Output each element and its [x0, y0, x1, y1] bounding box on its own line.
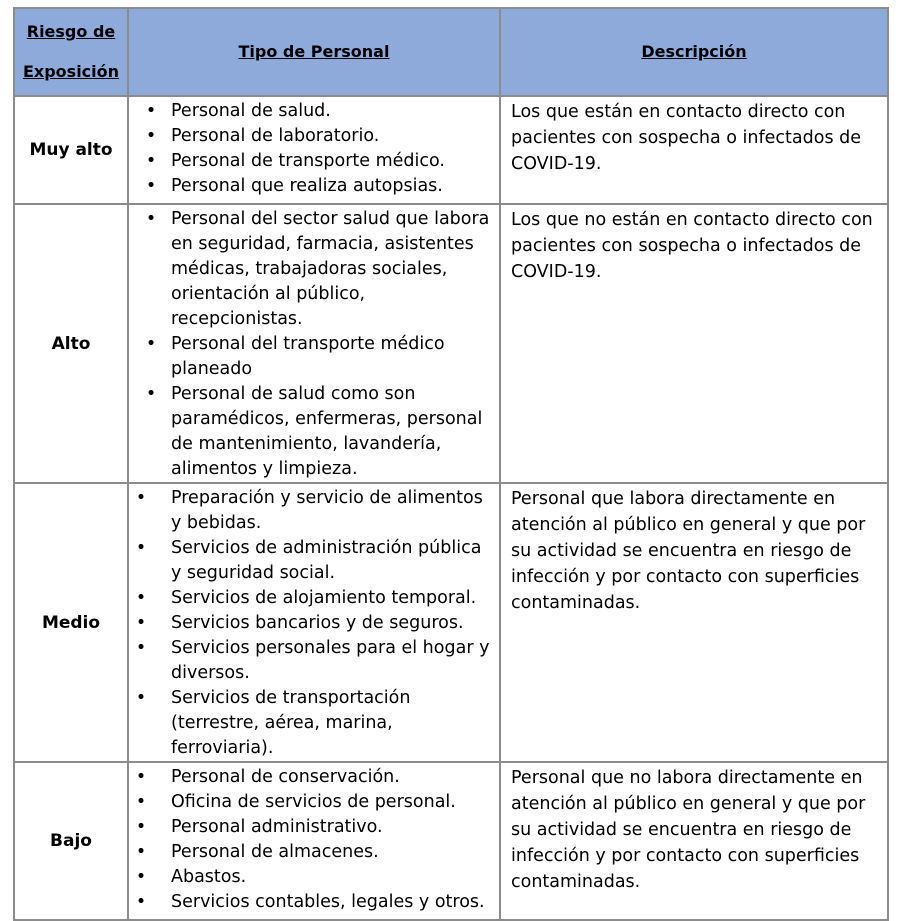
list-item-text: Personal de transporte médico. — [171, 151, 445, 171]
list-item-text: Personal de conservación. — [171, 767, 400, 787]
risk-level-cell: Alto — [14, 204, 128, 483]
bullet-icon: • — [135, 792, 147, 812]
table-row — [14, 96, 888, 204]
list-item — [129, 611, 493, 636]
list-item — [129, 124, 493, 149]
bullet-icon: • — [135, 613, 147, 633]
header-risk-level — [14, 8, 128, 96]
bullet-icon: • — [135, 767, 147, 787]
list-item-text: Preparación y servicio de alimentos y bebidas. — [171, 488, 483, 533]
personnel-list — [129, 207, 493, 482]
list-item — [129, 636, 493, 686]
list-item — [129, 382, 493, 482]
list-item — [129, 207, 493, 332]
header-row — [14, 8, 888, 96]
list-item — [129, 686, 493, 761]
list-item-text: Personal de almacenes. — [171, 842, 379, 862]
bullet-icon: • — [145, 101, 157, 121]
personnel-type-cell — [128, 96, 500, 204]
header-personnel-type: Tipo de Personal — [128, 8, 500, 96]
bullet-icon: • — [135, 538, 147, 558]
list-item — [129, 865, 493, 890]
list-item-text: Servicios personales para el hogar y diversos. — [171, 638, 490, 683]
bullet-icon: • — [135, 842, 147, 862]
bullet-icon: • — [145, 384, 157, 404]
bullet-icon: • — [135, 638, 147, 658]
bullet-icon: • — [145, 151, 157, 171]
list-item — [129, 765, 493, 790]
bullet-icon: • — [145, 209, 157, 229]
header-risk-line1: Riesgo de — [26, 22, 116, 41]
bullet-icon: • — [135, 488, 147, 508]
risk-level-cell: Bajo — [14, 762, 128, 920]
list-item — [129, 890, 493, 915]
personnel-list — [129, 99, 493, 199]
list-item — [129, 815, 493, 840]
table-row — [14, 483, 888, 762]
list-item — [129, 840, 493, 865]
list-item-text: Personal del sector salud que labora en seguridad, farmacia, asistentes médicas, trabajadoras sociales, orientación al público, recepcionistas. — [171, 209, 490, 329]
bullet-icon: • — [135, 867, 147, 887]
bullet-icon: • — [145, 334, 157, 354]
description-cell: Personal que no labora directamente en atención al público en general y que por su actividad se encuentra en riesgo de infección y por contacto con superficies contaminadas. — [500, 762, 888, 920]
table-row — [14, 762, 888, 920]
bullet-icon: • — [135, 817, 147, 837]
bullet-icon: • — [145, 126, 157, 146]
list-item-text: Personal de salud. — [171, 101, 331, 121]
list-item-text: Personal que realiza autopsias. — [171, 176, 443, 196]
list-item-text: Personal administrativo. — [171, 817, 383, 837]
list-item-text: Servicios de administración pública y seguridad social. — [171, 538, 482, 583]
list-item-text: Servicios de transportación (terrestre, aérea, marina, ferroviaria). — [171, 688, 411, 758]
description-cell: Los que no están en contacto directo con pacientes con sospecha o infectados de COVID-19. — [500, 204, 888, 483]
personnel-list — [129, 486, 493, 761]
list-item — [129, 174, 493, 199]
list-item-text: Abastos. — [171, 867, 247, 887]
risk-exposure-table — [13, 7, 889, 921]
table-row — [14, 204, 888, 483]
list-item-text: Personal del transporte médico planeado — [171, 334, 445, 379]
bullet-icon: • — [135, 588, 147, 608]
list-item-text: Servicios bancarios y de seguros. — [171, 613, 464, 633]
risk-level-cell: Muy alto — [14, 96, 128, 204]
risk-level-cell: Medio — [14, 483, 128, 762]
personnel-type-cell — [128, 483, 500, 762]
list-item — [129, 486, 493, 536]
personnel-list — [129, 765, 493, 915]
personnel-type-cell — [128, 762, 500, 920]
list-item-text: Personal de salud como son paramédicos, enfermeras, personal de mantenimiento, lavandería, alimentos y limpieza. — [171, 384, 483, 479]
list-item-text: Servicios contables, legales y otros. — [171, 892, 485, 912]
list-item-text: Personal de laboratorio. — [171, 126, 380, 146]
list-item — [129, 536, 493, 586]
list-item-text: Oficina de servicios de personal. — [171, 792, 456, 812]
bullet-icon: • — [135, 892, 147, 912]
list-item-text: Servicios de alojamiento temporal. — [171, 588, 477, 608]
description-cell: Personal que labora directamente en atención al público en general y que por su actividad se encuentra en riesgo de infección y por contacto con superficies contaminadas. — [500, 483, 888, 762]
list-item — [129, 790, 493, 815]
description-cell: Los que están en contacto directo con pacientes con sospecha o infectados de COVID-19. — [500, 96, 888, 204]
list-item — [129, 149, 493, 174]
list-item — [129, 586, 493, 611]
header-risk-line2: Exposición — [22, 62, 120, 81]
personnel-type-cell — [128, 204, 500, 483]
list-item — [129, 332, 493, 382]
list-item — [129, 99, 493, 124]
bullet-icon: • — [145, 176, 157, 196]
bullet-icon: • — [135, 688, 147, 708]
header-description: Descripción — [500, 8, 888, 96]
